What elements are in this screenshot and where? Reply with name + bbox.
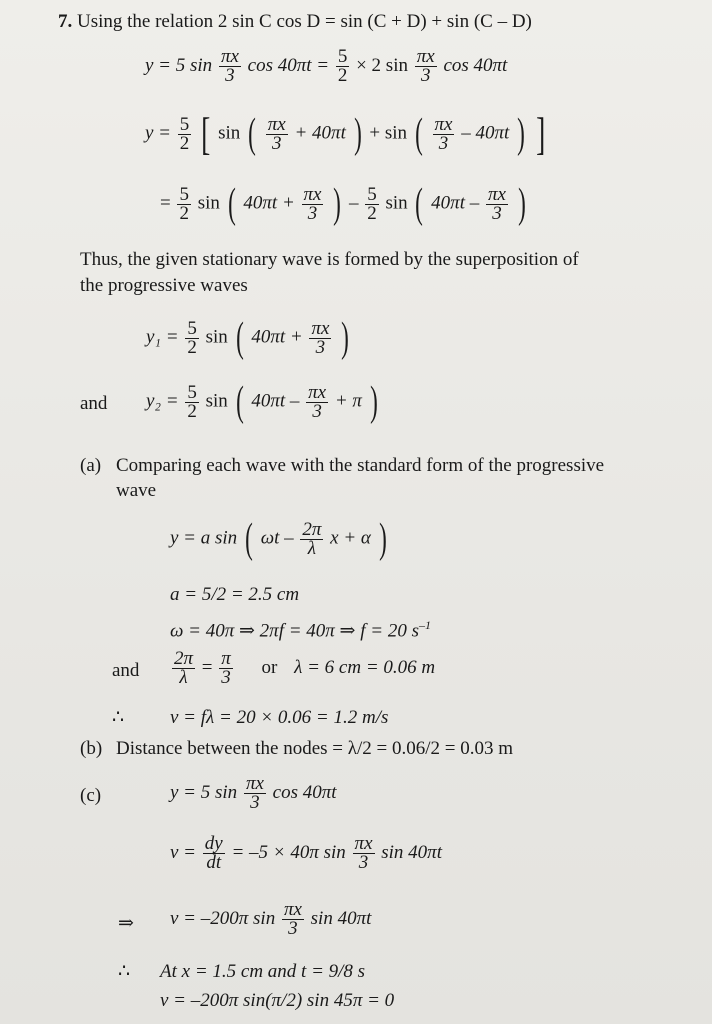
velocity-line: v = fλ = 20 × 0.06 = 1.2 m/s — [170, 707, 389, 728]
thus-line-2: the progressive waves — [80, 275, 248, 296]
eq2-frac: $\frac{5}{2}$ — [179, 113, 190, 154]
eq1-end: cos 40πt — [443, 54, 508, 76]
therefore-symbol-2: ∴ — [118, 961, 131, 982]
y1-sin: sin — [205, 326, 228, 348]
eq1-frac1: $\frac{\pi x}{3}$ — [220, 46, 239, 86]
c-equation-2 — [170, 835, 442, 872]
wave-y1: y₁ = $\frac{5}{2}$ sin ( 40πt + $\frac{\pi x}{3}$ ) — [146, 315, 349, 361]
y1-lhs: y₁ = — [146, 326, 179, 348]
part-c-label: (c) — [80, 785, 102, 806]
eq3-sin2: sin — [385, 192, 408, 214]
thus-line-1: Thus, the given stationary wave is formed by the superposition of — [80, 249, 579, 270]
eq2-frac-a: $\frac{\pi x}{3}$ — [267, 113, 286, 154]
std-lhs: y = a sin — [170, 527, 238, 549]
lambda-frac-right: $\frac{\pi}{3}$ — [221, 648, 231, 688]
eq3-sin1: sin — [197, 192, 220, 214]
std-before: ωt – — [260, 527, 294, 549]
c2-mid: = –5 × 40π sin — [231, 841, 346, 863]
wave-y2: y₂ = $\frac{5}{2}$ sin ( 40πt – $\frac{\pi x}{3}$ + π ) — [146, 379, 378, 425]
c3-frac: $\frac{\pi x}{3}$ — [283, 899, 302, 939]
eq2-a-after: + 40πt — [294, 122, 346, 144]
eq2-b-after: – 40πt — [461, 122, 510, 144]
omega-line — [170, 614, 431, 642]
y1-frac: $\frac{\pi x}{3}$ — [311, 317, 330, 358]
eq3-eq: = — [160, 192, 171, 214]
eq1-lhs: y = 5 sin — [145, 54, 213, 76]
eq3-a-before: 40πt + — [243, 192, 295, 214]
lambda-equation — [170, 650, 435, 687]
amplitude-line: a = 5/2 = 2.5 cm — [170, 584, 300, 605]
part-a-label: (a) — [80, 455, 102, 476]
lambda-frac-left: $\frac{2\pi}{\lambda}$ — [174, 648, 194, 688]
std-frac: $\frac{2\pi}{\lambda}$ — [302, 518, 322, 559]
y2-after: + π — [334, 390, 362, 412]
y1-before: 40πt + — [251, 326, 303, 348]
lambda-result: λ = 6 cm = 0.06 m — [294, 656, 436, 678]
part-b-label: (b) — [80, 738, 103, 759]
eq2-plus-sin: + sin — [369, 122, 407, 144]
c-equation-3 — [170, 901, 371, 938]
eq3-b-before: 40πt – — [431, 192, 480, 214]
y2-before: 40πt – — [251, 390, 300, 412]
y2-sin: sin — [205, 390, 228, 412]
equation-3: = $\frac{5}{2}$ sin ( 40πt + $\frac{\pi x}{3}$ ) – $\frac{5}{2}$ sin ( 40πt – $\frac{\pi x}{3}$ ) — [160, 181, 526, 227]
eq2-frac-b: $\frac{\pi x}{3}$ — [434, 113, 453, 154]
eq2-lhs: y = — [145, 122, 172, 144]
eq1-mid2: × 2 sin — [356, 54, 408, 76]
c2-end: sin 40πt — [381, 841, 442, 863]
eq3-frac-g: $\frac{5}{2}$ — [367, 183, 377, 224]
lambda-or: or — [261, 656, 278, 678]
final-result-line: v = –200π sin(π/2) sin 45π = 0 — [160, 990, 395, 1011]
and-word-1: and — [80, 393, 108, 414]
y2-frac: $\frac{\pi x}{3}$ — [308, 381, 327, 422]
standard-form-equation: y = a sin ( ωt – $\frac{2\pi}{\lambda}$ x + α ) — [170, 516, 387, 562]
eq1-mid: cos 40πt = — [247, 54, 330, 76]
y2-lhs: y₂ = — [146, 390, 179, 412]
c2-deriv: $\frac{dy}{dt}$ — [204, 833, 223, 873]
c1-end: cos 40πt — [272, 781, 337, 803]
equation-1 — [145, 48, 507, 85]
lambda-eq-sign: = — [201, 656, 213, 678]
c1-lhs: y = 5 sin — [170, 781, 238, 803]
eq1-frac3: $\frac{\pi x}{3}$ — [416, 46, 435, 86]
eq1-frac2: $\frac{5}{2}$ — [337, 46, 348, 86]
y2-frac-f: $\frac{5}{2}$ — [187, 381, 197, 422]
c2-frac: $\frac{\pi x}{3}$ — [354, 833, 373, 873]
eq3-frac-f: $\frac{5}{2}$ — [179, 183, 189, 224]
relation-line — [58, 11, 532, 33]
eq3-frac-b: $\frac{\pi x}{3}$ — [487, 183, 506, 224]
relation-text: Using the relation 2 sin C cos D = sin (C + D) + sin (C – D) — [77, 11, 532, 32]
y1-frac-f: $\frac{5}{2}$ — [187, 317, 197, 358]
c-equation-1 — [170, 775, 337, 812]
part-a-line-1: Comparing each wave with the standard form of the progressive — [116, 455, 605, 476]
c2-lhs: v = — [170, 841, 197, 863]
c1-frac: $\frac{\pi x}{3}$ — [245, 773, 264, 813]
eq3-frac-a: $\frac{\pi x}{3}$ — [303, 183, 322, 224]
equation-2: y = $\frac{5}{2}$ [ sin ( $\frac{\pi x}{3}$ + 40πt ) + sin ( $\frac{\pi x}{3}$ – 40πt ) ] — [145, 108, 546, 159]
part-b-text: Distance between the nodes = λ/2 = 0.06/2 = 0.03 m — [116, 738, 514, 759]
problem-number: 7. — [58, 11, 73, 32]
part-a-line-2: wave — [116, 480, 157, 501]
c3-end: sin 40πt — [310, 907, 372, 929]
omega-text: ω = 40π ⇒ 2πf = 40π ⇒ f = 20 s — [170, 620, 419, 642]
at-values-line: At x = 1.5 cm and t = 9/8 s — [160, 961, 366, 982]
std-after: x + α — [330, 527, 371, 549]
and-word-2: and — [112, 660, 140, 681]
implies-symbol: ⇒ — [118, 913, 134, 934]
eq3-minus: – — [348, 192, 359, 214]
omega-exponent: –1 — [418, 618, 431, 632]
c3-lhs: v = –200π sin — [170, 907, 276, 929]
eq2-sin1: sin — [218, 122, 241, 144]
therefore-symbol-1: ∴ — [112, 707, 125, 728]
